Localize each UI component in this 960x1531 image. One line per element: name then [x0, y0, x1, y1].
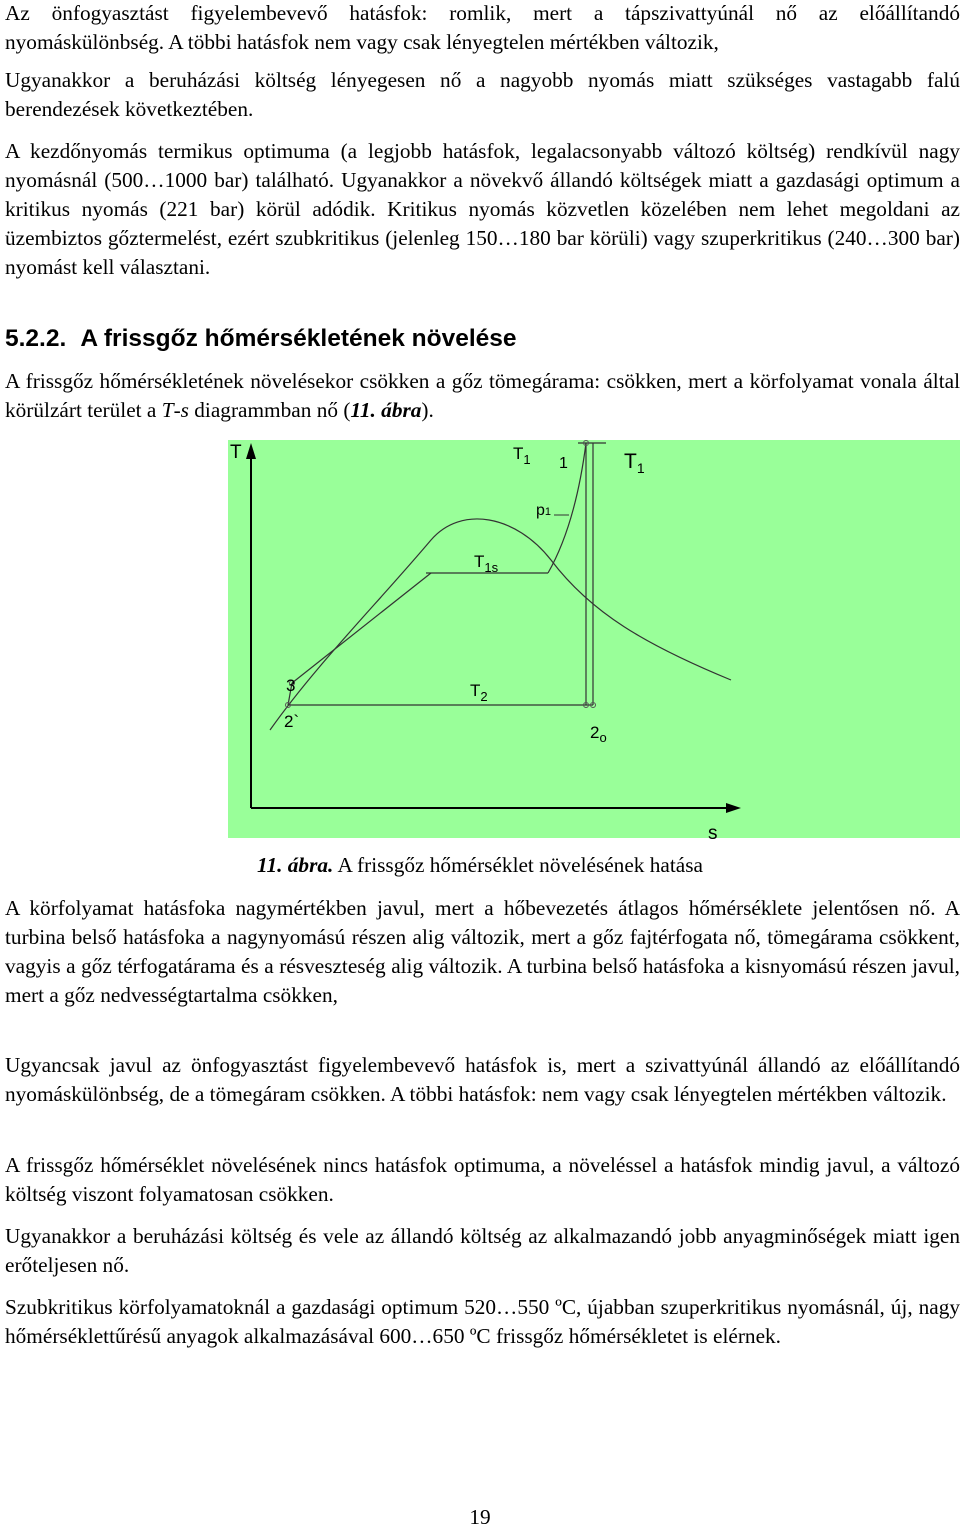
intro-text-middle: diagrammban nő ( — [188, 398, 351, 422]
section-heading — [5, 323, 517, 355]
label-axis-s: s — [708, 823, 718, 844]
ts-diagram — [226, 435, 960, 845]
intro-s: s — [180, 398, 189, 422]
label-point-2o: $2_o$ — [590, 723, 607, 745]
intro-text-after: ). — [421, 398, 434, 422]
intro-dash: - — [173, 398, 181, 422]
label-T1-top: $T_1$ — [513, 444, 531, 467]
label-p1: p1 — [536, 502, 552, 519]
paragraph-8: Ugyanakkor a beruházási költség és vele az állandó költség az alkalmazandó jobb anyagminőségek miatt igen erőteljesen nő. — [5, 1224, 960, 1277]
paragraph-2: Ugyanakkor a beruházási költség lényegesen nő a nagyobb nyomás miatt szükséges vastagabb falú berendezések következtében. — [5, 68, 960, 121]
label-T2: $T_2$ — [470, 681, 488, 704]
figure-caption-label: 11. ábra. — [257, 853, 334, 877]
paragraph-intro — [5, 367, 960, 425]
intro-text-before: A frissgőz hőmérsékletének növelésekor csökken a gőz tömegárama: csökken, mert a körfolyamat vonala által körülzárt terület a — [5, 369, 960, 422]
label-T1s: $T_{1s}$ — [474, 552, 499, 575]
figure-caption-text: A frissgőz hőmérséklet növelésének hatása — [333, 853, 703, 877]
paragraph-3: A kezdőnyomás termikus optimuma (a legjobb hatásfok, legalacsonyabb változó költség) rendkívül nagy nyomásnál (500…1000 bar) található. Ugyanakkor a növekvő állandó költségek miatt a gazdasági optimum a kritikus nyomás (221 bar) körül adódik. Kritikus nyomás közvetlen közelében nem lehet megoldani az üzembiztos gőztermelést, ezért szubkritikus (jelenleg 150…180 bar körüli) vagy szuperkritikus (240…300 bar) nyomást kell választani. — [5, 139, 960, 279]
paragraph-7: A frissgőz hőmérséklet növelésének nincs hatásfok optimuma, a növeléssel a hatásfok mindig javul, a változó költség viszont folyamatosan csökken. — [5, 1153, 960, 1206]
label-point-3: 3 — [286, 676, 296, 695]
diagram-background — [228, 440, 960, 838]
section-title: A frissgőz hőmérsékletének növelése — [80, 325, 517, 352]
figure-caption — [0, 851, 960, 880]
label-T1-right: $T_1$ — [624, 450, 645, 476]
paragraph-9: Szubkritikus körfolyamatoknál a gazdasági optimum 520…550 ºC, újabban szuperkritikus nyomásnál, új, nagy hőmérséklettűrésű anyagok alkalmazásával 600…650 ºC frissgőz hőmérsékletet is elérnek. — [5, 1295, 960, 1348]
paragraph-6: Ugyancsak javul az önfogyasztást figyelembevevő hatásfok is, mert a szivattyúnál állandó az előállítandó nyomáskülönbség, de a tömegáram csökken. A többi hatásfok: nem vagy csak lényegtelen mértékben változik. — [5, 1053, 960, 1106]
paragraph-1: Az önfogyasztást figyelembevevő hatásfok: romlik, mert a tápszivattyúnál nő az előállítandó nyomáskülönbség. A többi hatásfok nem vagy csak lényegtelen mértékben változik, — [5, 1, 960, 54]
intro-T: T — [161, 398, 174, 422]
label-axis-T: T — [230, 442, 242, 463]
paragraph-5: A körfolyamat hatásfoka nagymértékben javul, mert a hőbevezetés átlagos hőmérséklete jelentősen nő. A turbina belső hatásfoka a nagynyomású részen alig változik, mert a gőz fajtérfogata nő, tömegárama csökkent, vagyis a gőz térfogatárama és a résveszteség alig változik. A turbina belső hatásfoka a kisnyomású részen javul, mert a gőz nedvességtartalma csökken, — [5, 896, 960, 1007]
label-point-2prime: 2` — [284, 712, 300, 731]
label-point-1: 1 — [559, 455, 568, 472]
page-number: 19 — [469, 1505, 491, 1529]
section-number: 5.2.2. — [5, 325, 67, 352]
figure-reference: 11. ábra — [350, 398, 422, 422]
